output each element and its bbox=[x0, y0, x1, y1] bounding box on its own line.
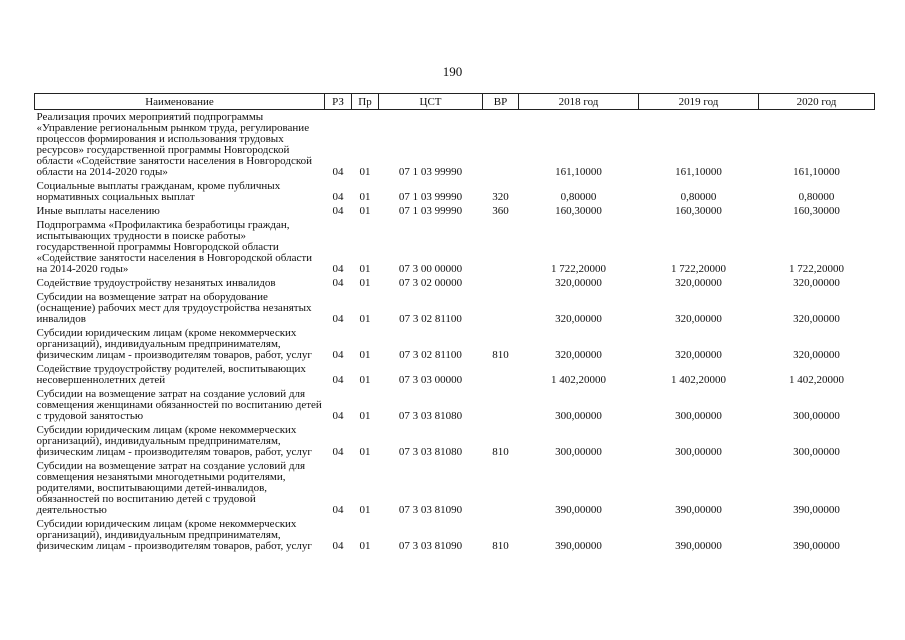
cell-2019: 0,80000 bbox=[680, 191, 717, 203]
cell-cst: 07 1 03 99990 bbox=[398, 191, 463, 203]
cell-cst: 07 1 03 99990 bbox=[398, 205, 463, 217]
cell-2020: 390,00000 bbox=[793, 504, 840, 516]
cell-2020: 390,00000 bbox=[793, 540, 840, 552]
cell-2018: 320,00000 bbox=[555, 349, 602, 361]
budget-table bbox=[34, 93, 875, 553]
table-row bbox=[35, 362, 875, 387]
cell-2019: 390,00000 bbox=[675, 540, 722, 552]
cell-name: Социальные выплаты гражданам, кроме публичных нормативных социальных выплат bbox=[36, 180, 281, 203]
cell-rz: 04 bbox=[332, 205, 344, 217]
cell-vr: 810 bbox=[492, 446, 509, 458]
cell-pr: 01 bbox=[359, 277, 371, 289]
cell-name: Реализация прочих мероприятий подпрограммы «Управление региональным рынком труда, регулирование процессов формирования и использования трудовых ресурсов» государственной программы Новгородской области «Содействие занятости населения в Новгородской области на 2014-2020 годы» bbox=[36, 111, 313, 178]
cell-2018: 160,30000 bbox=[555, 205, 602, 217]
cell-2020: 1 722,20000 bbox=[789, 263, 844, 275]
cell-cst: 07 3 03 81090 bbox=[398, 540, 463, 552]
table-row bbox=[35, 387, 875, 423]
header-vr: ВР bbox=[483, 94, 519, 110]
cell-pr: 01 bbox=[359, 313, 371, 325]
cell-cst: 07 3 02 81100 bbox=[399, 349, 462, 361]
cell-cst: 07 3 03 81080 bbox=[398, 446, 463, 458]
page-number: 190 bbox=[442, 64, 463, 79]
cell-cst: 07 3 03 00000 bbox=[398, 374, 463, 386]
cell-2020: 320,00000 bbox=[793, 313, 840, 325]
header-2020: 2020 год bbox=[759, 94, 875, 110]
header-cst: ЦСТ bbox=[379, 94, 483, 110]
cell-rz: 04 bbox=[332, 313, 344, 325]
cell-pr: 01 bbox=[359, 191, 371, 203]
cell-2019: 300,00000 bbox=[675, 446, 722, 458]
cell-2018: 0,80000 bbox=[560, 191, 597, 203]
cell-2019: 1 722,20000 bbox=[671, 263, 726, 275]
cell-2020: 300,00000 bbox=[793, 446, 840, 458]
cell-2018: 390,00000 bbox=[555, 540, 602, 552]
table-row bbox=[35, 276, 875, 290]
cell-2018: 390,00000 bbox=[555, 504, 602, 516]
cell-vr bbox=[483, 459, 519, 517]
table-body bbox=[35, 110, 875, 554]
cell-rz: 04 bbox=[332, 263, 344, 275]
cell-name: Подпрограмма «Профилактика безработицы граждан, испытывающих трудности в поиске работы» государственной программы Новгородской области «Содействие занятости населения в Новгородской области на 2014-2020 годы» bbox=[36, 219, 313, 275]
header-2018: 2018 год bbox=[519, 94, 639, 110]
cell-pr: 01 bbox=[359, 263, 371, 275]
cell-name: Субсидии на возмещение затрат на оборудование (оснащение) рабочих мест для трудоустройства незанятых инвалидов bbox=[36, 291, 312, 325]
cell-2020: 300,00000 bbox=[793, 410, 840, 422]
cell-pr: 01 bbox=[359, 446, 371, 458]
cell-rz: 04 bbox=[332, 540, 344, 552]
cell-rz: 04 bbox=[332, 374, 344, 386]
cell-2019: 320,00000 bbox=[675, 349, 722, 361]
cell-vr: 360 bbox=[492, 205, 509, 217]
cell-2018: 161,10000 bbox=[555, 166, 602, 178]
table-row bbox=[35, 110, 875, 180]
header-pr: Пр bbox=[352, 94, 379, 110]
cell-2020: 1 402,20000 bbox=[789, 374, 844, 386]
cell-rz: 04 bbox=[332, 410, 344, 422]
cell-cst: 07 1 03 99990 bbox=[398, 166, 463, 178]
header-2019: 2019 год bbox=[639, 94, 759, 110]
cell-2020: 160,30000 bbox=[793, 205, 840, 217]
cell-2020: 320,00000 bbox=[793, 349, 840, 361]
cell-rz: 04 bbox=[332, 277, 344, 289]
table-row bbox=[35, 179, 875, 204]
cell-name: Субсидии юридическим лицам (кроме некоммерческих организаций), индивидуальным предпринимателям, физическим лицам - производителям товаров, работ, услуг bbox=[36, 327, 312, 361]
cell-cst: 07 3 03 81080 bbox=[398, 410, 463, 422]
cell-cst: 07 3 03 81090 bbox=[398, 504, 463, 516]
cell-2019: 390,00000 bbox=[675, 504, 722, 516]
cell-name: Субсидии юридическим лицам (кроме некоммерческих организаций), индивидуальным предпринимателям, физическим лицам - производителям товаров, работ, услуг bbox=[36, 518, 312, 552]
table-row bbox=[35, 459, 875, 517]
cell-cst: 07 3 00 00000 bbox=[398, 263, 463, 275]
cell-pr: 01 bbox=[359, 205, 371, 217]
cell-rz: 04 bbox=[332, 349, 344, 361]
cell-2018: 1 722,20000 bbox=[551, 263, 606, 275]
cell-rz: 04 bbox=[332, 191, 344, 203]
cell-2020: 320,00000 bbox=[793, 277, 840, 289]
cell-2018: 320,00000 bbox=[555, 313, 602, 325]
cell-pr: 01 bbox=[359, 540, 371, 552]
cell-2020: 0,80000 bbox=[798, 191, 835, 203]
cell-vr bbox=[483, 218, 519, 276]
table-row bbox=[35, 290, 875, 326]
cell-name: Содействие трудоустройству незанятых инвалидов bbox=[36, 277, 276, 289]
table-header-row bbox=[35, 94, 875, 110]
table-row bbox=[35, 326, 875, 362]
cell-vr: 810 bbox=[492, 540, 509, 552]
cell-name: Субсидии на возмещение затрат на создание условий для совмещения незанятыми многодетными родителями, родителями, воспитывающими детей-инвалидов, обязанностей по воспитанию детей с трудовой деятельностью bbox=[36, 460, 306, 516]
cell-pr: 01 bbox=[359, 166, 371, 178]
table-row bbox=[35, 218, 875, 276]
cell-vr bbox=[483, 362, 519, 387]
cell-rz: 04 bbox=[332, 504, 344, 516]
cell-2018: 300,00000 bbox=[555, 446, 602, 458]
cell-name: Субсидии юридическим лицам (кроме некоммерческих организаций), индивидуальным предпринимателям, физическим лицам - производителям товаров, работ, услуг bbox=[36, 424, 312, 458]
header-name: Наименование bbox=[35, 94, 325, 110]
cell-2018: 320,00000 bbox=[555, 277, 602, 289]
cell-2019: 300,00000 bbox=[675, 410, 722, 422]
cell-vr: 810 bbox=[492, 349, 509, 361]
cell-2019: 1 402,20000 bbox=[671, 374, 726, 386]
table-row bbox=[35, 204, 875, 218]
cell-vr bbox=[483, 290, 519, 326]
table-row bbox=[35, 423, 875, 459]
cell-vr: 320 bbox=[492, 191, 509, 203]
cell-name: Субсидии на возмещение затрат на создание условий для совмещения женщинами обязанностей по воспитанию детей с трудовой занятостью bbox=[36, 388, 322, 422]
cell-2019: 320,00000 bbox=[675, 313, 722, 325]
cell-cst: 07 3 02 81100 bbox=[399, 313, 462, 325]
cell-pr: 01 bbox=[359, 374, 371, 386]
table-row bbox=[35, 517, 875, 553]
cell-rz: 04 bbox=[332, 446, 344, 458]
cell-rz: 04 bbox=[332, 166, 344, 178]
cell-2019: 161,10000 bbox=[675, 166, 722, 178]
cell-pr: 01 bbox=[359, 504, 371, 516]
header-rz: РЗ bbox=[325, 94, 352, 110]
cell-2018: 300,00000 bbox=[555, 410, 602, 422]
cell-name: Иные выплаты населению bbox=[36, 205, 160, 217]
cell-cst: 07 3 02 00000 bbox=[398, 277, 463, 289]
cell-vr bbox=[483, 110, 519, 180]
cell-2019: 320,00000 bbox=[675, 277, 722, 289]
cell-pr: 01 bbox=[359, 349, 371, 361]
cell-vr bbox=[483, 276, 519, 290]
cell-2018: 1 402,20000 bbox=[551, 374, 606, 386]
cell-name: Содействие трудоустройству родителей, воспитывающих несовершеннолетних детей bbox=[36, 363, 306, 386]
cell-pr: 01 bbox=[359, 410, 371, 422]
cell-vr bbox=[483, 387, 519, 423]
cell-2019: 160,30000 bbox=[675, 205, 722, 217]
cell-2020: 161,10000 bbox=[793, 166, 840, 178]
